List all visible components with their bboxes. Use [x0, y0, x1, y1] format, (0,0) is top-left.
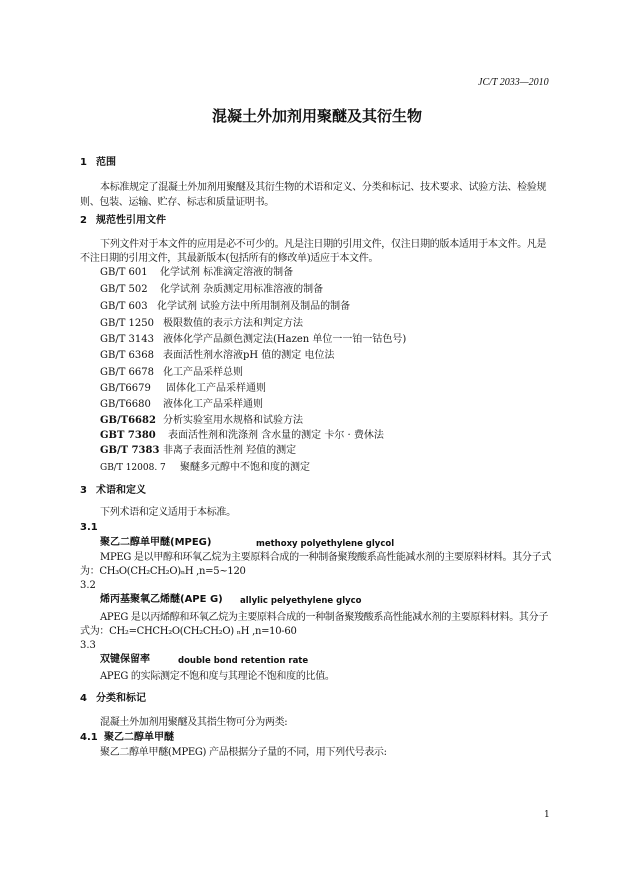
reference-title: 非离子表面活性剂 羟值的测定	[163, 445, 297, 456]
reference-title: 化学试剂 杂质测定用标准溶液的制备	[160, 284, 324, 295]
reference-title: 化工产品采样总则	[163, 367, 243, 378]
term-number: 3.2	[80, 580, 96, 591]
term-definition: MPEG 是以甲醇和环氧乙烷为主要原料合成的一种制备聚羧酸系高性能减水剂的主要原料材料。其分子式为：CH₃O(CH₂CH₂O)ₙH ,n=5~120	[80, 552, 552, 577]
section-4-1-text: 聚乙二醇单甲醚(MPEG) 产品根据分子量的不同，用下列代号表示:	[100, 747, 387, 758]
term-number: 3.3	[80, 640, 96, 651]
section-3-text: 下列术语和定义适用于本标准。	[100, 507, 236, 518]
reference-code: GB/T 6678	[100, 367, 155, 378]
reference-code: GB/T6682	[100, 415, 156, 426]
reference-title: 聚醚多元醇中不饱和度的测定	[180, 462, 310, 473]
term-definition: APEG 的实际测定不饱和度与其理论不饱和度的比值。	[100, 671, 335, 682]
section-2-number: 2	[80, 215, 87, 226]
reference-title: 化学试剂 试验方法中所用制剂及制品的制备	[157, 301, 351, 312]
reference-title: 固体化工产品采样通则	[166, 383, 266, 394]
term-name-cn: 双键保留率	[100, 654, 150, 665]
reference-code: GB/T 601	[100, 267, 148, 278]
term-name-cn: 烯丙基聚氧乙烯醚(APE G)	[100, 594, 223, 605]
reference-title: 液体化学产品颜色测定法(Hazen 单位一一铂一钴色号)	[163, 334, 407, 345]
reference-code: GB/T 3143	[100, 334, 155, 345]
reference-code: GB/T 12008. 7	[100, 463, 166, 473]
reference-title: 表面活性剂水溶液pH 值的测定 电位法	[163, 350, 335, 361]
reference-code: GB/T 502	[100, 284, 148, 295]
reference-code: GB/T 7383	[100, 445, 160, 456]
section-4-number: 4	[80, 693, 87, 704]
section-1-text: 本标准规定了混凝土外加剂用聚醚及其衍生物的术语和定义、分类和标记、技术要求、试验方法、检验规则、包装、运输、贮存、标志和质量证明书。	[80, 182, 547, 208]
reference-title: 表面活性剂和洗涤剂 含水量的测定 卡尔 · 费休法	[168, 430, 384, 441]
term-definition: APEG 是以丙烯醇和环氧乙烷为主要原料合成的一种制备聚羧酸系高性能减水剂的主要原料材料。其分子式为：CH₂=CHCH₂O(CH₂CH₂O) ₙH ,n=10-60	[80, 612, 549, 637]
section-3-number: 3	[80, 485, 87, 496]
document-title: 混凝土外加剂用聚醚及其衍生物	[211, 107, 422, 125]
reference-code: GBT 7380	[100, 430, 156, 441]
section-2-heading: 规范性引用文件	[96, 215, 166, 226]
reference-title: 化学试剂 标准滴定溶液的制备	[160, 267, 294, 278]
term-number: 3.1	[80, 522, 98, 533]
term-name-en: double bond retention rate	[178, 656, 309, 666]
reference-title: 分析实验室用水规格和试验方法	[163, 415, 303, 426]
section-4-text: 混凝土外加剂用聚醚及其指生物可分为两类:	[100, 717, 288, 728]
section-1-number: 1	[80, 157, 87, 168]
section-3-heading: 术语和定义	[96, 485, 146, 496]
section-4-1-number: 4.1	[80, 732, 98, 743]
reference-code: GB/T 1250	[100, 318, 155, 329]
section-2-text: 下列文件对于本文件的应用是必不可少的。凡是注日期的引用文件，仅注日期的版本适用于本文件。凡是不注日期的引用文件，其最新版本(包括所有的修改单)适应于本文件。	[80, 239, 547, 264]
section-4-heading: 分类和标记	[96, 693, 146, 704]
reference-code: GB/T6680	[100, 399, 151, 410]
section-4-1-heading: 聚乙二醇单甲醚	[104, 732, 174, 743]
section-1-heading: 范围	[96, 157, 116, 168]
term-name-en: methoxy polyethylene glycol	[256, 539, 395, 549]
standard-code: JC/T 2033—2010	[478, 77, 549, 88]
reference-title: 极限数值的表示方法和判定方法	[163, 318, 303, 329]
reference-code: GB/T 603	[100, 301, 148, 312]
page-number: 1	[544, 810, 550, 820]
term-name-cn: 聚乙二醇单甲醚(MPEG)	[100, 537, 212, 548]
reference-code: GB/T 6368	[100, 350, 155, 361]
reference-title: 液体化工产品采样通则	[163, 399, 263, 410]
reference-code: GB/T6679	[100, 383, 151, 394]
term-name-en: allylic pelyethylene glyco	[240, 596, 362, 606]
